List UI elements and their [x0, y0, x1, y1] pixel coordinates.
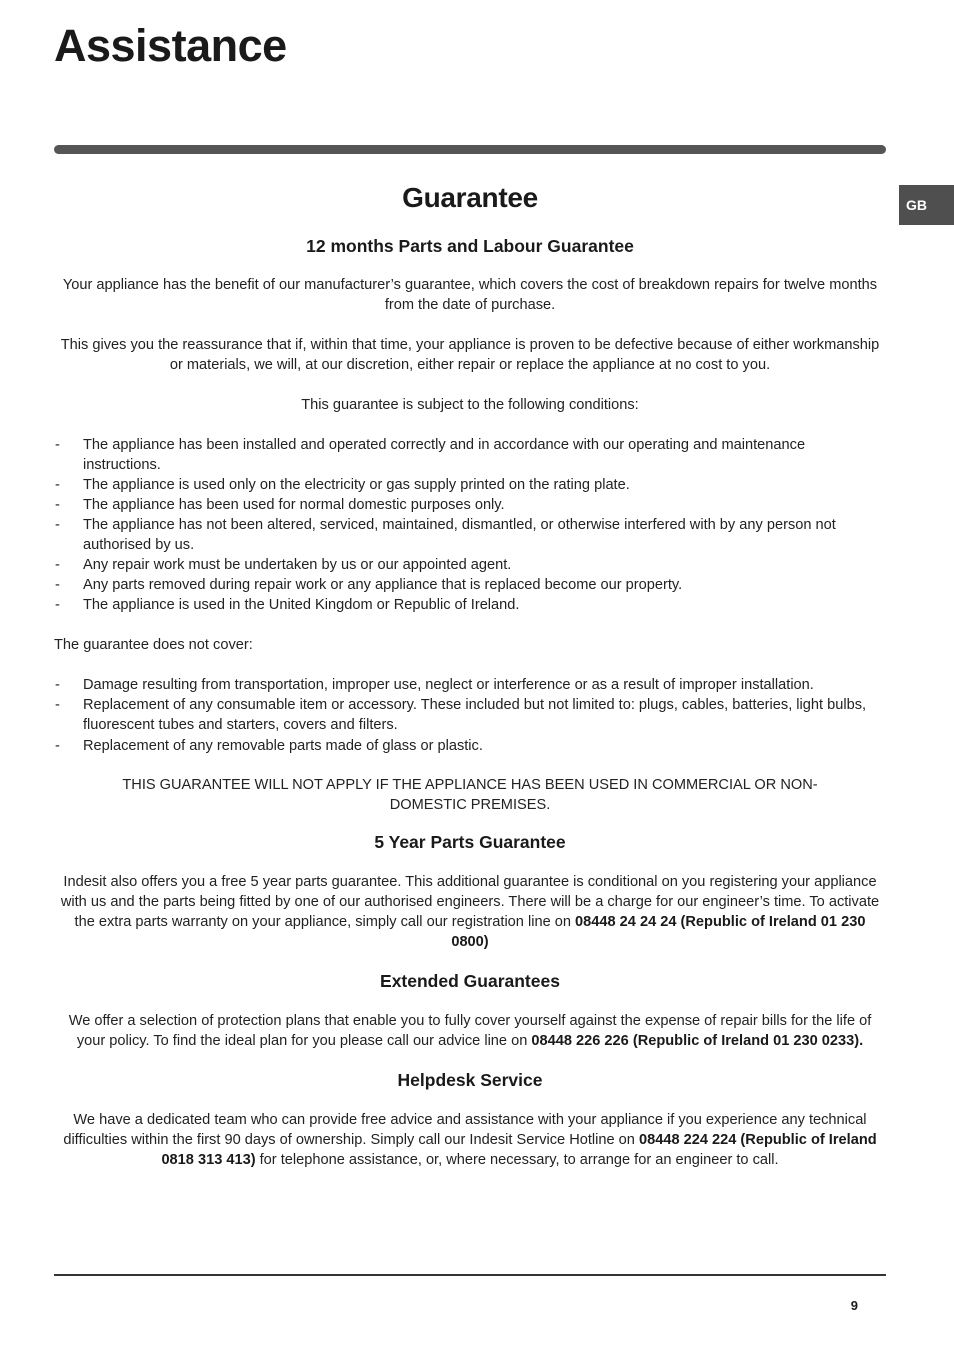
list-item: - The appliance has not been altered, serviced, maintained, dismantled, or otherwise interfered with by any person not authorised by us.: [54, 515, 886, 555]
heading-12-months: 12 months Parts and Labour Guarantee: [306, 236, 634, 256]
language-tab: GB: [899, 185, 954, 225]
list-item: - Any repair work must be undertaken by us or our appointed agent.: [54, 555, 886, 575]
list-item: - The appliance is used only on the electricity or gas supply printed on the rating plate.: [54, 475, 886, 495]
header-rule: [54, 145, 886, 154]
paragraph-benefit: Your appliance has the benefit of our manufacturer’s guarantee, which covers the cost of breakdown repairs for twelve months from the date of purchase.: [62, 277, 878, 313]
advice-phone: 08448 226 226 (Republic of Ireland 01 230 0233).: [531, 1033, 864, 1049]
page-number: 9: [850, 1298, 858, 1313]
list-item: - The appliance has been installed and operated correctly and in accordance with our operating and maintenance instructions.: [54, 435, 886, 475]
paragraph-5-year-text: Indesit also offers you a free 5 year parts guarantee. This additional guarantee is conditional on you registering your appliance with us and the parts being fitted by one of our authorised engineers. There will be a charge for our engineer’s time. To activate the extra parts warranty on your appliance, simply call our registration line on: [60, 874, 880, 930]
paragraph-extended: [54, 1011, 886, 1051]
heading-5-year: 5 Year Parts Guarantee: [374, 832, 566, 852]
paragraph-helpdesk-tail: for telephone assistance, or, where necessary, to arrange for an engineer to call.: [255, 1152, 779, 1168]
conditions-list: [54, 435, 886, 615]
commercial-warning: THIS GUARANTEE WILL NOT APPLY IF THE APPLIANCE HAS BEEN USED IN COMMERCIAL OR NON-DOMESTIC PREMISES.: [122, 777, 818, 813]
list-item: - Replacement of any consumable item or accessory. These included but not limited to: plugs, cables, batteries, light bulbs, fluorescent tubes and starters, covers and filters.: [54, 695, 886, 735]
list-item: - Replacement of any removable parts made of glass or plastic.: [54, 736, 886, 756]
conditions-intro: This guarantee is subject to the following conditions:: [301, 397, 639, 413]
hotline-phone: 08448 224 224 (Republic of Ireland 0818 313 413): [161, 1132, 877, 1168]
heading-extended: Extended Guarantees: [380, 971, 560, 991]
list-item: - Damage resulting from transportation, improper use, neglect or interference or as a result of improper installation.: [54, 675, 886, 695]
page-title: Assistance: [54, 20, 287, 71]
paragraph-helpdesk-text: We have a dedicated team who can provide free advice and assistance with your appliance if you experience any technical difficulties within the first 90 days of ownership. Simply call our Indesit Service Hotline on: [63, 1112, 867, 1148]
paragraph-reassurance: This gives you the reassurance that if, within that time, your appliance is proven to be defective because of either workmanship or materials, we will, at our discretion, either repair or replace the appliance at no cost to you.: [60, 337, 880, 373]
registration-phone: 08448 24 24 24 (Republic of Ireland 01 230 0800): [451, 914, 866, 950]
paragraph-helpdesk: [54, 1110, 886, 1170]
paragraph-5-year: [54, 872, 886, 952]
paragraph-extended-text: We offer a selection of protection plans that enable you to fully cover yourself against the expense of repair bills for the life of your policy. To find the ideal plan for you please call our advice line on: [68, 1013, 872, 1049]
guarantee-content: [54, 178, 886, 1170]
heading-helpdesk: Helpdesk Service: [397, 1070, 543, 1090]
exclusions-intro: The guarantee does not cover:: [54, 637, 253, 653]
list-item: - The appliance has been used for normal domestic purposes only.: [54, 495, 886, 515]
list-item: - Any parts removed during repair work or any appliance that is replaced become our property.: [54, 575, 886, 595]
exclusions-list: [54, 675, 886, 756]
footer-rule: [54, 1274, 886, 1276]
list-item: - The appliance is used in the United Kingdom or Republic of Ireland.: [54, 595, 886, 615]
section-title: Guarantee: [402, 182, 538, 213]
